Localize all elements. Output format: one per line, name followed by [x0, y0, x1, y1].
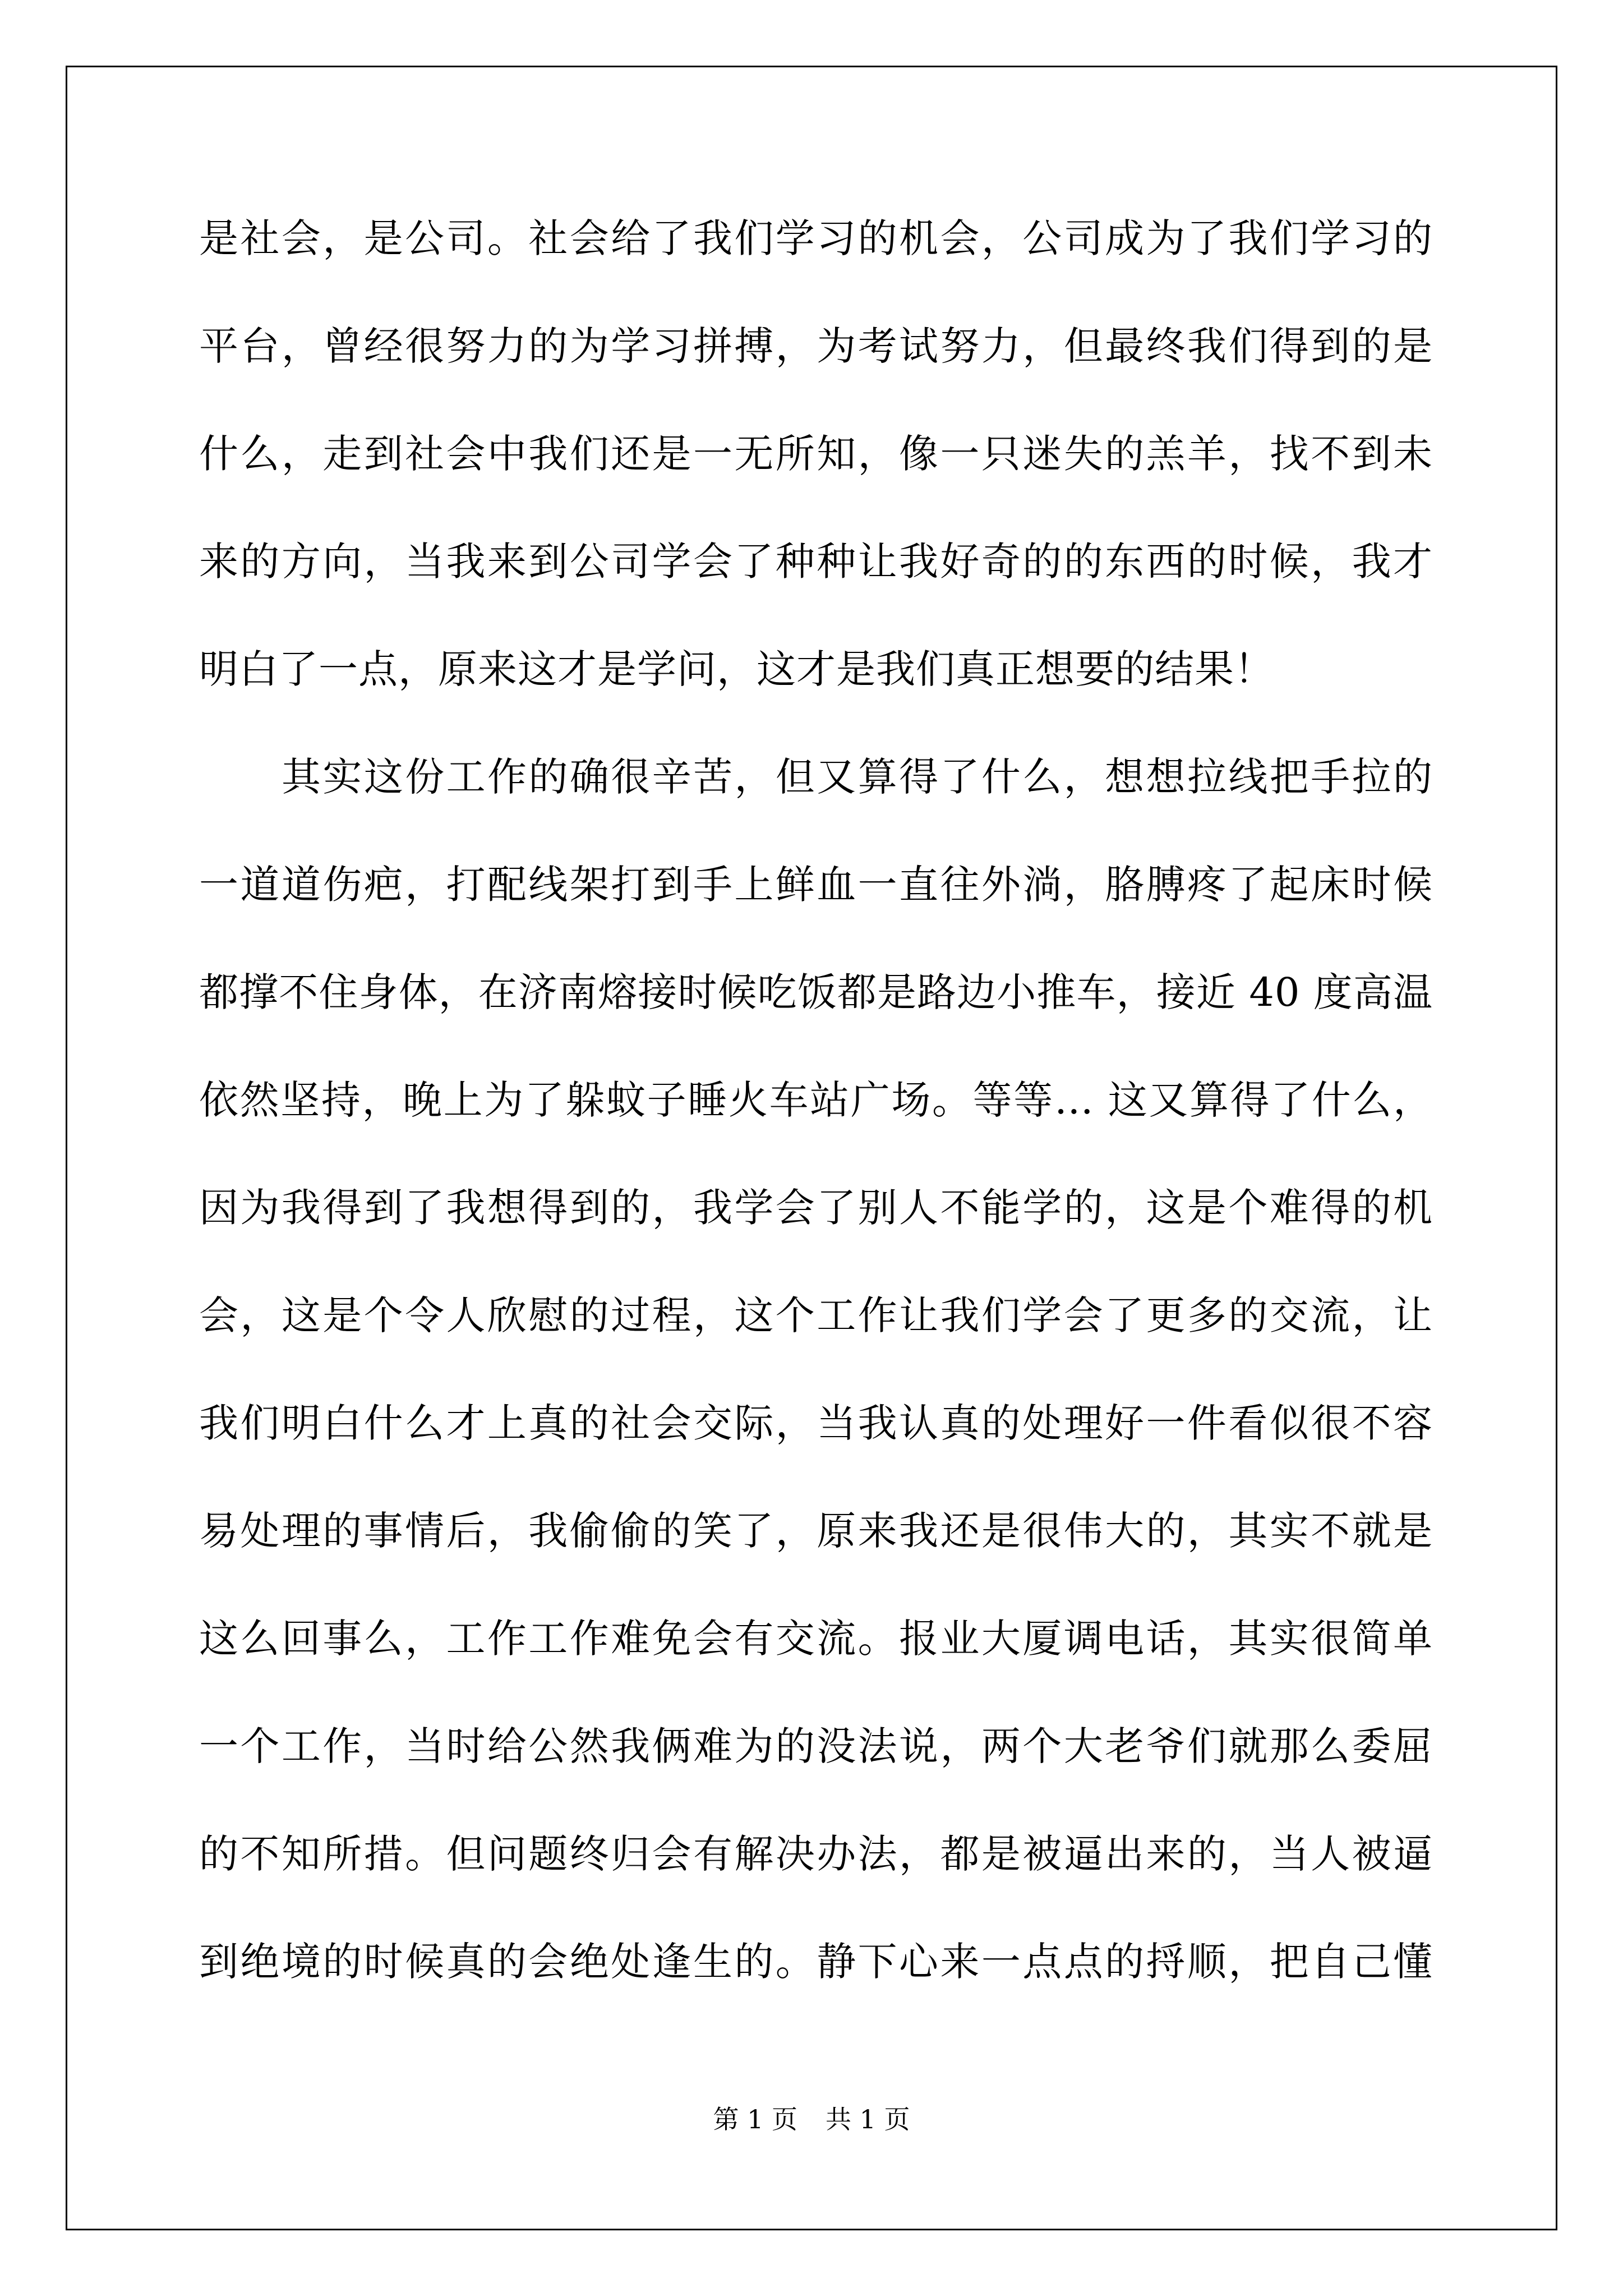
- text-line: 明白了一点，原来这才是学问，这才是我们真正想要的结果！: [199, 646, 1274, 692]
- text-line: 什么，走到社会中我们还是一无所知，像一只迷失的羔羊，找不到未: [199, 431, 1433, 477]
- text-line: 这么回事么，工作工作难免会有交流。报业大厦调电话，其实很简单: [199, 1616, 1433, 1662]
- text-line: 一个工作，当时给公然我俩难为的没法说，两个大老爷们就那么委屈: [199, 1723, 1433, 1769]
- text-line: 因为我得到了我想得到的，我学会了别人不能学的，这是个难得的机: [199, 1185, 1433, 1231]
- document-body: [199, 210, 1433, 2041]
- text-line: 易处理的事情后，我偷偷的笑了，原来我还是很伟大的，其实不就是: [199, 1508, 1433, 1554]
- text-line: 我们明白什么才上真的社会交际，当我认真的处理好一件看似很不容: [199, 1400, 1433, 1446]
- text-line: 依然坚持，晚上为了躲蚊子睡火车站广场。等等… 这又算得了什么，: [199, 1077, 1433, 1123]
- text-line: 会，这是个令人欣慰的过程，这个工作让我们学会了更多的交流，让: [199, 1292, 1433, 1338]
- text-line: 平台，曾经很努力的为学习拼搏，为考试努力，但最终我们得到的是: [199, 323, 1433, 369]
- text-line: 的不知所措。但问题终归会有解决办法，都是被逼出来的，当人被逼: [199, 1831, 1433, 1877]
- text-line: 一道道伤疤，打配线架打到手上鲜血一直往外淌，胳膊疼了起床时候: [199, 862, 1433, 908]
- page-footer: [0, 2102, 1623, 2136]
- text-line: 其实这份工作的确很辛苦，但又算得了什么，想想拉线把手拉的: [282, 754, 1433, 800]
- text-line: 来的方向，当我来到公司学会了种种让我好奇的的东西的时候，我才: [199, 539, 1433, 585]
- text-line: 到绝境的时候真的会绝处逢生的。静下心来一点点的捋顺，把自己懂: [199, 1939, 1433, 1985]
- text-line: 是社会，是公司。社会给了我们学习的机会，公司成为了我们学习的: [199, 215, 1433, 261]
- page-number: 第 1 页: [713, 2104, 797, 2134]
- text-line: 都撑不住身体，在济南熔接时候吃饭都是路边小推车，接近 40 度高温: [199, 969, 1433, 1015]
- page-total: 共 1 页: [826, 2104, 910, 2134]
